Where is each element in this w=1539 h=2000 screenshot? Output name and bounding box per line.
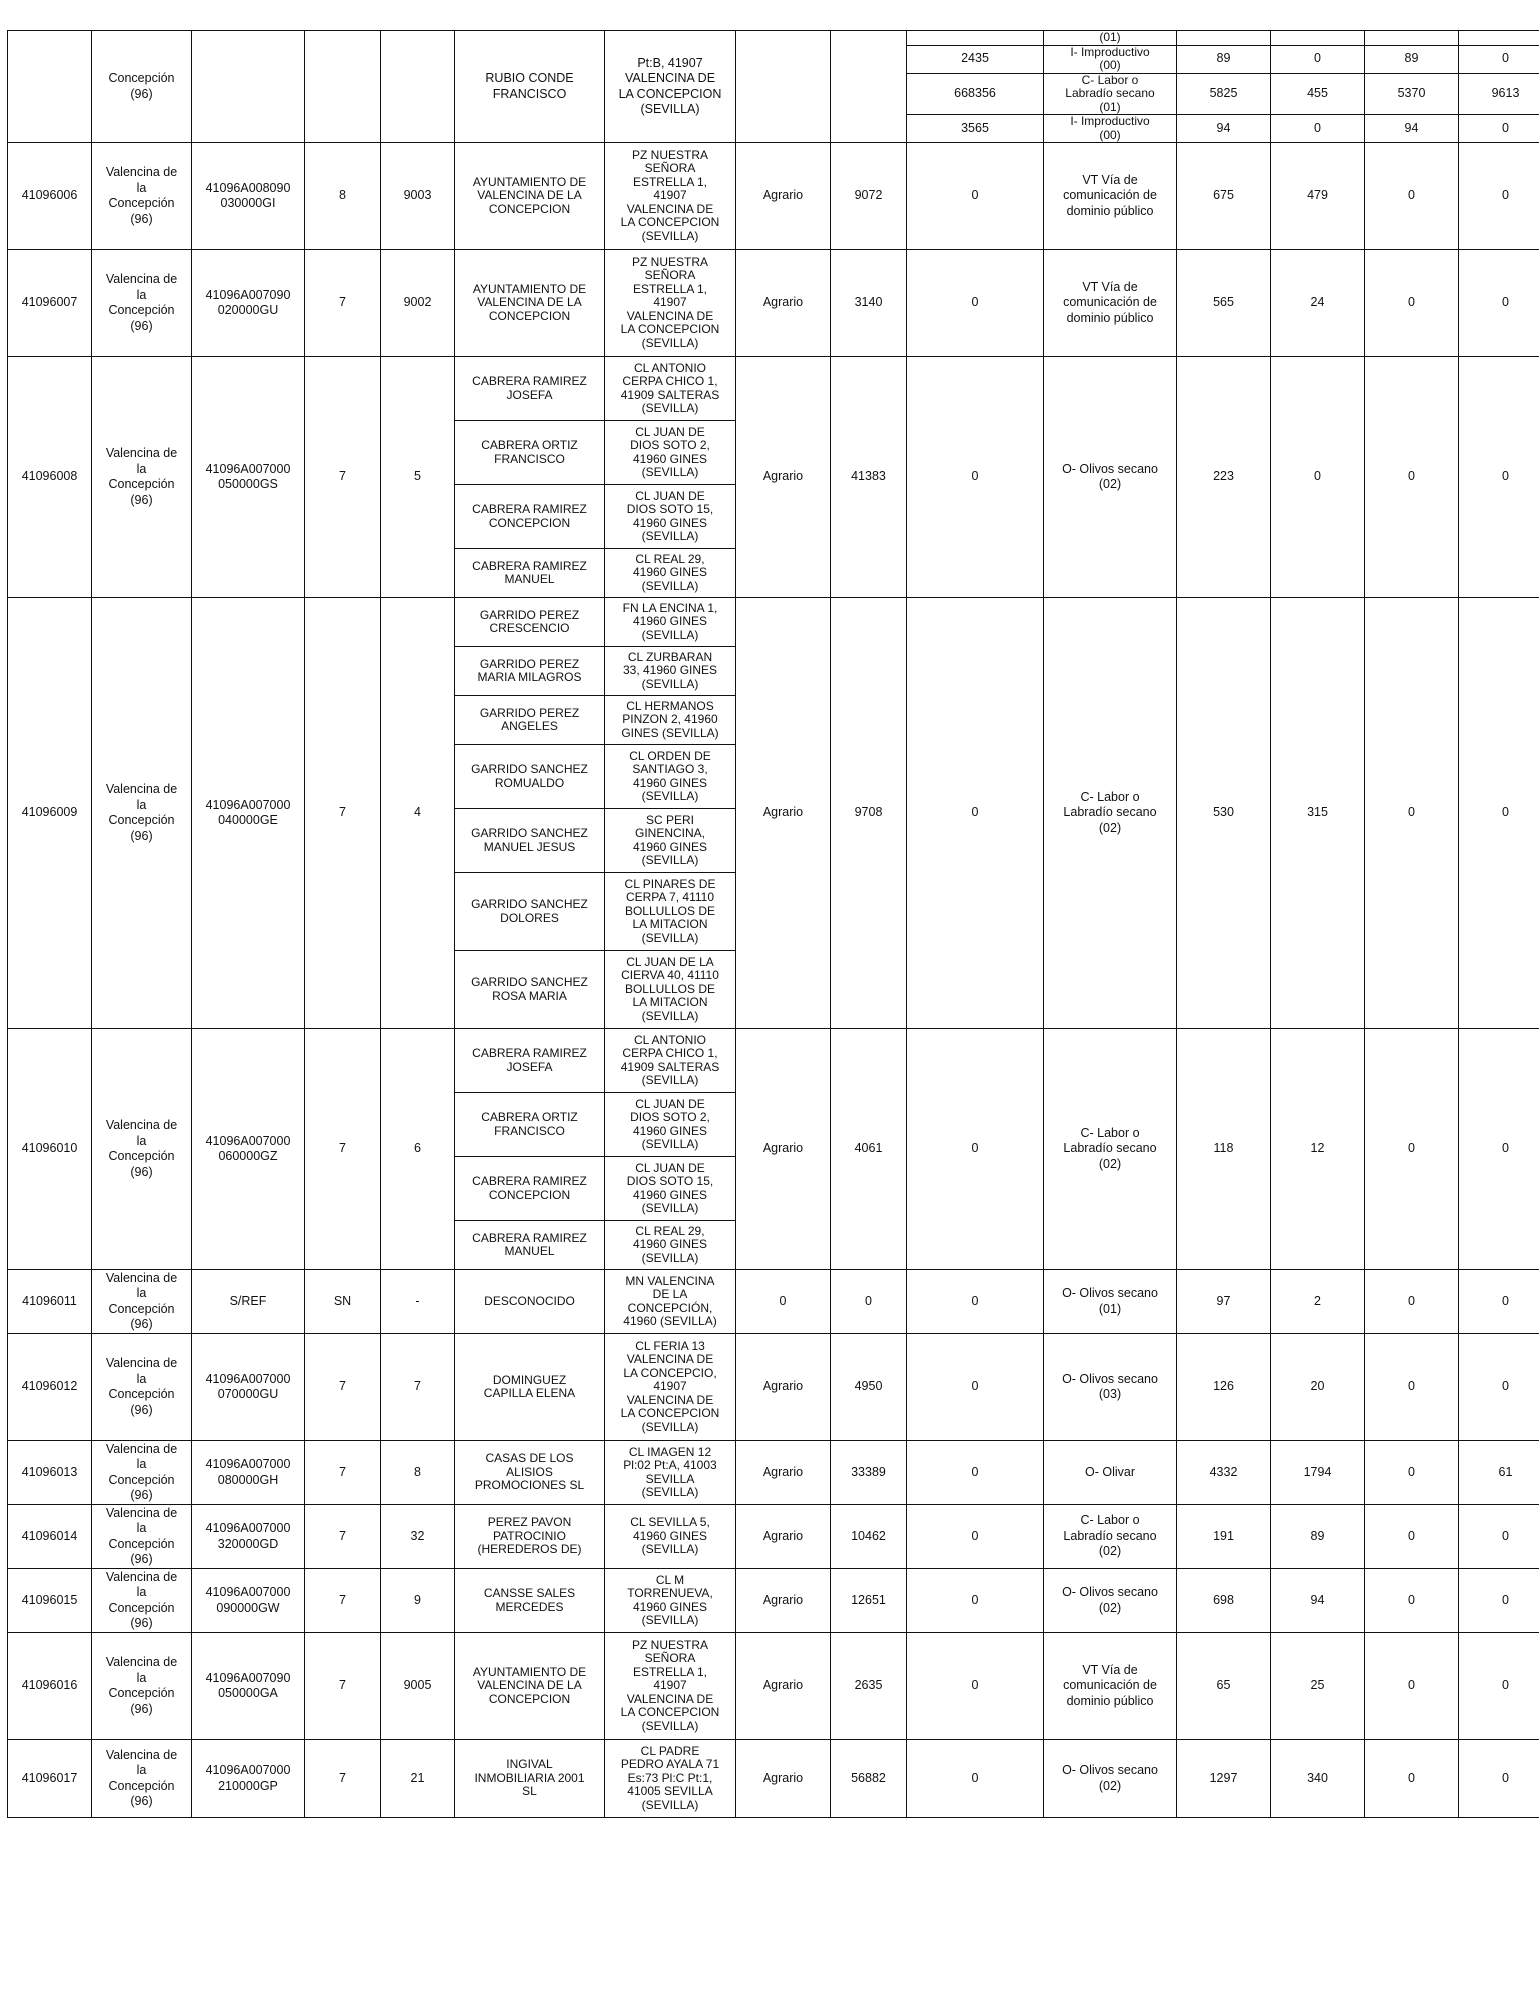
cell-id-empty xyxy=(8,31,92,143)
cell-culture: O- Olivos secano (02) xyxy=(1044,357,1177,598)
cell-surface: 4950 xyxy=(831,1334,907,1441)
cell-parcel: 7 xyxy=(381,1334,455,1441)
table-row xyxy=(8,1569,1539,1633)
cell-parcel: 4 xyxy=(381,598,455,1029)
cell-use: Agrario xyxy=(736,598,831,1029)
cell-municipality: Valencina de la Concepción (96) xyxy=(92,1505,192,1569)
cell-area: 0 xyxy=(907,1633,1044,1740)
table-row xyxy=(8,1334,1539,1441)
cell-culture: O- Olivos secano (02) xyxy=(1044,1569,1177,1633)
cell-value-2: 340 xyxy=(1271,1740,1365,1818)
cell-value-4: 0 xyxy=(1459,1740,1539,1818)
cell-value-1: 565 xyxy=(1177,250,1271,357)
cell-value-4: 0 xyxy=(1459,1505,1539,1569)
cell-id: 41096007 xyxy=(8,250,92,357)
cell-use-empty xyxy=(736,31,831,143)
cell-cadastral-ref: 41096A007090 050000GA xyxy=(192,1633,305,1740)
cell-owner-name: AYUNTAMIENTO DE VALENCINA DE LA CONCEPCION xyxy=(455,143,605,250)
cell-owner-name: INGIVAL INMOBILIARIA 2001 SL xyxy=(455,1740,605,1818)
cell-value-4: 0 xyxy=(1459,250,1539,357)
cell-owner-name: GARRIDO SANCHEZ ROSA MARIA xyxy=(455,951,605,1029)
cell-value-1: 5825 xyxy=(1177,73,1271,115)
cell-use: Agrario xyxy=(736,1569,831,1633)
cell-use: Agrario xyxy=(736,1740,831,1818)
cell-area: 0 xyxy=(907,1505,1044,1569)
cell-cadastral-ref: 41096A007000 070000GU xyxy=(192,1334,305,1441)
cell-value-3: 0 xyxy=(1365,357,1459,598)
cell-value-2: 0 xyxy=(1271,115,1365,143)
cell-value-4: 0 xyxy=(1459,1633,1539,1740)
cell-owner-address: CL REAL 29, 41960 GINES (SEVILLA) xyxy=(605,549,736,598)
cell-municipality: Valencina de la Concepción (96) xyxy=(92,1740,192,1818)
cell-municipality: Valencina de la Concepción (96) xyxy=(92,1334,192,1441)
cell-owner-name: CABRERA RAMIREZ CONCEPCION xyxy=(455,485,605,549)
cell-cadastral-ref: 41096A007000 080000GH xyxy=(192,1441,305,1505)
cell-area: 0 xyxy=(907,1740,1044,1818)
cell-owner-name: RUBIO CONDE FRANCISCO xyxy=(455,31,605,143)
table-row xyxy=(8,1740,1539,1818)
cell-c2-empty xyxy=(1271,31,1365,46)
cell-owner-address: PZ NUESTRA SEÑORA ESTRELLA 1, 41907 VALENCINA DE LA CONCEPCION (SEVILLA) xyxy=(605,1633,736,1740)
cell-polygon: 7 xyxy=(305,357,381,598)
cell-id: 41096012 xyxy=(8,1334,92,1441)
cell-id: 41096011 xyxy=(8,1270,92,1334)
cell-owner-address: CL JUAN DE DIOS SOTO 15, 41960 GINES (SEVILLA) xyxy=(605,1157,736,1221)
cell-use: 0 xyxy=(736,1270,831,1334)
cell-use: Agrario xyxy=(736,357,831,598)
cell-use: Agrario xyxy=(736,1505,831,1569)
cell-id: 41096009 xyxy=(8,598,92,1029)
cell-surface: 3140 xyxy=(831,250,907,357)
cell-culture: C- Labor o Labradío secano (02) xyxy=(1044,598,1177,1029)
cell-culture: C- Labor o Labradío secano (01) xyxy=(1044,73,1177,115)
table-row xyxy=(8,357,1539,421)
cell-use: Agrario xyxy=(736,1633,831,1740)
cell-surface-empty xyxy=(831,31,907,143)
cell-owner-name: PEREZ PAVON PATROCINIO (HEREDEROS DE) xyxy=(455,1505,605,1569)
cell-parcel: 9002 xyxy=(381,250,455,357)
cell-polygon: 7 xyxy=(305,1029,381,1270)
cell-cadastral-ref: 41096A007000 320000GD xyxy=(192,1505,305,1569)
cell-value-1: 94 xyxy=(1177,115,1271,143)
cell-value-2: 1794 xyxy=(1271,1441,1365,1505)
cell-surface: 12651 xyxy=(831,1569,907,1633)
cell-ref-empty xyxy=(192,31,305,143)
cell-value-3: 0 xyxy=(1365,1569,1459,1633)
cell-surface: 4061 xyxy=(831,1029,907,1270)
cell-value-2: 0 xyxy=(1271,45,1365,73)
cell-culture: O- Olivos secano (02) xyxy=(1044,1740,1177,1818)
cell-owner-address: CL ZURBARAN 33, 41960 GINES (SEVILLA) xyxy=(605,647,736,696)
cell-surface: 9708 xyxy=(831,598,907,1029)
cell-value-2: 89 xyxy=(1271,1505,1365,1569)
cell-culture: O- Olivos secano (01) xyxy=(1044,1270,1177,1334)
cell-municipality: Valencina de la Concepción (96) xyxy=(92,1441,192,1505)
cell-c3-empty xyxy=(1365,31,1459,46)
cell-surface: 41383 xyxy=(831,357,907,598)
cell-owner-name: GARRIDO SANCHEZ ROMUALDO xyxy=(455,745,605,809)
cell-polygon: 7 xyxy=(305,1441,381,1505)
cell-value-2: 479 xyxy=(1271,143,1365,250)
cell-cadastral-ref: 41096A007000 210000GP xyxy=(192,1740,305,1818)
cell-owner-name: GARRIDO SANCHEZ MANUEL JESUS xyxy=(455,809,605,873)
cell-owner-name: CABRERA RAMIREZ JOSEFA xyxy=(455,1029,605,1093)
cell-cadastral-ref: 41096A007090 020000GU xyxy=(192,250,305,357)
cell-value-4: 9613 xyxy=(1459,73,1539,115)
cell-value-3: 5370 xyxy=(1365,73,1459,115)
cell-value-1: 118 xyxy=(1177,1029,1271,1270)
cell-value-3: 0 xyxy=(1365,1029,1459,1270)
cell-municipality: Valencina de la Concepción (96) xyxy=(92,598,192,1029)
cell-culture: C- Labor o Labradío secano (02) xyxy=(1044,1029,1177,1270)
cell-owner-name: CABRERA RAMIREZ CONCEPCION xyxy=(455,1157,605,1221)
cell-municipality: Valencina de la Concepción (96) xyxy=(92,357,192,598)
cell-value-2: 455 xyxy=(1271,73,1365,115)
cell-value-3: 0 xyxy=(1365,598,1459,1029)
cell-value-1: 530 xyxy=(1177,598,1271,1029)
cell-c1-empty xyxy=(1177,31,1271,46)
cell-parcel: 9 xyxy=(381,1569,455,1633)
cell-value-1: 89 xyxy=(1177,45,1271,73)
cell-polygon: 7 xyxy=(305,1569,381,1633)
cell-value-4: 0 xyxy=(1459,115,1539,143)
cell-owner-address: CL PINARES DE CERPA 7, 41110 BOLLULLOS DE LA MITACION (SEVILLA) xyxy=(605,873,736,951)
cell-value-1: 698 xyxy=(1177,1569,1271,1633)
header-block-row xyxy=(8,31,1539,46)
cell-value-2: 12 xyxy=(1271,1029,1365,1270)
cell-culture: VT Vía de comunicación de dominio público xyxy=(1044,143,1177,250)
cell-area: 0 xyxy=(907,1441,1044,1505)
cell-polygon: SN xyxy=(305,1270,381,1334)
table-row xyxy=(8,1441,1539,1505)
cell-area: 0 xyxy=(907,1270,1044,1334)
cell-value-4: 0 xyxy=(1459,1270,1539,1334)
table-row xyxy=(8,1270,1539,1334)
cell-owner-address: CL JUAN DE DIOS SOTO 2, 41960 GINES (SEVILLA) xyxy=(605,1093,736,1157)
cell-owner-address: FN LA ENCINA 1, 41960 GINES (SEVILLA) xyxy=(605,598,736,647)
table-row xyxy=(8,143,1539,250)
cell-parcel: 9003 xyxy=(381,143,455,250)
cell-parcel: 21 xyxy=(381,1740,455,1818)
cell-value-3: 0 xyxy=(1365,143,1459,250)
table-row xyxy=(8,250,1539,357)
cell-cadastral-ref: 41096A007000 050000GS xyxy=(192,357,305,598)
cell-culture: O- Olivar xyxy=(1044,1441,1177,1505)
cell-area: 0 xyxy=(907,1029,1044,1270)
cell-value-2: 94 xyxy=(1271,1569,1365,1633)
cell-use: Agrario xyxy=(736,1334,831,1441)
cell-parcel: 5 xyxy=(381,357,455,598)
cell-area: 0 xyxy=(907,250,1044,357)
cell-owner-name: GARRIDO PEREZ ANGELES xyxy=(455,696,605,745)
cell-value-1: 675 xyxy=(1177,143,1271,250)
cell-surface: 2635 xyxy=(831,1633,907,1740)
cell-owner-name: CABRERA RAMIREZ JOSEFA xyxy=(455,357,605,421)
cell-surface: 10462 xyxy=(831,1505,907,1569)
cell-owner-name: GARRIDO PEREZ MARIA MILAGROS xyxy=(455,647,605,696)
cell-cadastral-ref: 41096A007000 060000GZ xyxy=(192,1029,305,1270)
cell-value-4: 61 xyxy=(1459,1441,1539,1505)
cell-owner-address: CL JUAN DE DIOS SOTO 15, 41960 GINES (SEVILLA) xyxy=(605,485,736,549)
cell-value-3: 0 xyxy=(1365,250,1459,357)
cell-c4-empty xyxy=(1459,31,1539,46)
cell-id: 41096010 xyxy=(8,1029,92,1270)
cell-surface: 9072 xyxy=(831,143,907,250)
cell-parcel: 32 xyxy=(381,1505,455,1569)
cell-owner-name: CABRERA ORTIZ FRANCISCO xyxy=(455,421,605,485)
cell-area: 3565 xyxy=(907,115,1044,143)
cell-value-2: 315 xyxy=(1271,598,1365,1029)
table-row xyxy=(8,1633,1539,1740)
cell-owner-name: DOMINGUEZ CAPILLA ELENA xyxy=(455,1334,605,1441)
cell-value-4: 0 xyxy=(1459,598,1539,1029)
cell-municipality: Valencina de la Concepción (96) xyxy=(92,1633,192,1740)
cell-area: 0 xyxy=(907,1334,1044,1441)
cell-value-3: 94 xyxy=(1365,115,1459,143)
cell-culture: VT Vía de comunicación de dominio público xyxy=(1044,1633,1177,1740)
cell-owner-address: CL REAL 29, 41960 GINES (SEVILLA) xyxy=(605,1221,736,1270)
cell-surface: 0 xyxy=(831,1270,907,1334)
cell-value-2: 25 xyxy=(1271,1633,1365,1740)
cell-value-3: 0 xyxy=(1365,1633,1459,1740)
cell-owner-address: CL IMAGEN 12 Pl:02 Pt:A, 41003 SEVILLA (SEVILLA) xyxy=(605,1441,736,1505)
cell-parcel: 6 xyxy=(381,1029,455,1270)
cell-municipality: Valencina de la Concepción (96) xyxy=(92,1029,192,1270)
cell-value-4: 0 xyxy=(1459,45,1539,73)
cell-owner-address: CL M TORRENUEVA, 41960 GINES (SEVILLA) xyxy=(605,1569,736,1633)
cell-municipality: Valencina de la Concepción (96) xyxy=(92,143,192,250)
cell-owner-address: CL PADRE PEDRO AYALA 71 Es:73 Pl:C Pt:1, 41005 SEVILLA (SEVILLA) xyxy=(605,1740,736,1818)
cell-cadastral-ref: 41096A008090 030000GI xyxy=(192,143,305,250)
cell-culture: VT Vía de comunicación de dominio público xyxy=(1044,250,1177,357)
cell-polygon: 7 xyxy=(305,250,381,357)
cell-owner-name: CABRERA RAMIREZ MANUEL xyxy=(455,1221,605,1270)
cell-owner-name: DESCONOCIDO xyxy=(455,1270,605,1334)
cell-polygon: 7 xyxy=(305,598,381,1029)
cell-owner-name: GARRIDO SANCHEZ DOLORES xyxy=(455,873,605,951)
cell-id: 41096008 xyxy=(8,357,92,598)
cell-owner-name: CABRERA RAMIREZ MANUEL xyxy=(455,549,605,598)
cell-owner-address: CL ORDEN DE SANTIAGO 3, 41960 GINES (SEVILLA) xyxy=(605,745,736,809)
cell-id: 41096006 xyxy=(8,143,92,250)
cell-municipality: Concepción (96) xyxy=(92,31,192,143)
cell-id: 41096015 xyxy=(8,1569,92,1633)
cell-value-3: 0 xyxy=(1365,1334,1459,1441)
cell-area: 0 xyxy=(907,598,1044,1029)
cell-area-empty xyxy=(907,31,1044,46)
cell-owner-address: CL FERIA 13 VALENCINA DE LA CONCEPCIO, 41907 VALENCINA DE LA CONCEPCION (SEVILLA) xyxy=(605,1334,736,1441)
cell-area: 2435 xyxy=(907,45,1044,73)
cell-culture: I- Improductivo (00) xyxy=(1044,115,1177,143)
cell-culture: O- Olivos secano (03) xyxy=(1044,1334,1177,1441)
cell-owner-address: CL JUAN DE DIOS SOTO 2, 41960 GINES (SEVILLA) xyxy=(605,421,736,485)
cell-value-3: 0 xyxy=(1365,1441,1459,1505)
cell-value-1: 223 xyxy=(1177,357,1271,598)
cell-owner-address: CL SEVILLA 5, 41960 GINES (SEVILLA) xyxy=(605,1505,736,1569)
parcel-table xyxy=(7,30,1539,1818)
cell-owner-address: CL HERMANOS PINZON 2, 41960 GINES (SEVILLA) xyxy=(605,696,736,745)
cell-value-1: 126 xyxy=(1177,1334,1271,1441)
cell-area: 0 xyxy=(907,143,1044,250)
cell-cadastral-ref: 41096A007000 040000GE xyxy=(192,598,305,1029)
cell-value-1: 1297 xyxy=(1177,1740,1271,1818)
cell-value-1: 4332 xyxy=(1177,1441,1271,1505)
cell-value-2: 2 xyxy=(1271,1270,1365,1334)
cell-municipality: Valencina de la Concepción (96) xyxy=(92,250,192,357)
cell-cadastral-ref: S/REF xyxy=(192,1270,305,1334)
cell-value-2: 20 xyxy=(1271,1334,1365,1441)
cell-id: 41096017 xyxy=(8,1740,92,1818)
cell-culture: (01) xyxy=(1044,31,1177,46)
cell-polygon: 7 xyxy=(305,1633,381,1740)
cell-owner-name: CASAS DE LOS ALISIOS PROMOCIONES SL xyxy=(455,1441,605,1505)
cell-surface: 56882 xyxy=(831,1740,907,1818)
cell-value-3: 0 xyxy=(1365,1505,1459,1569)
cell-area: 0 xyxy=(907,357,1044,598)
cell-use: Agrario xyxy=(736,1441,831,1505)
cell-value-1: 65 xyxy=(1177,1633,1271,1740)
cell-id: 41096014 xyxy=(8,1505,92,1569)
cell-value-2: 24 xyxy=(1271,250,1365,357)
cell-value-4: 0 xyxy=(1459,1569,1539,1633)
table-row xyxy=(8,1029,1539,1093)
cell-use: Agrario xyxy=(736,1029,831,1270)
cell-area: 0 xyxy=(907,1569,1044,1633)
cell-value-3: 0 xyxy=(1365,1270,1459,1334)
cell-owner-name: AYUNTAMIENTO DE VALENCINA DE LA CONCEPCION xyxy=(455,1633,605,1740)
cell-owner-address: PZ NUESTRA SEÑORA ESTRELLA 1, 41907 VALENCINA DE LA CONCEPCION (SEVILLA) xyxy=(605,143,736,250)
cell-owner-name: GARRIDO PEREZ CRESCENCIO xyxy=(455,598,605,647)
cell-use: Agrario xyxy=(736,143,831,250)
cell-municipality: Valencina de la Concepción (96) xyxy=(92,1569,192,1633)
cell-owner-name: AYUNTAMIENTO DE VALENCINA DE LA CONCEPCION xyxy=(455,250,605,357)
cell-owner-address: CL ANTONIO CERPA CHICO 1, 41909 SALTERAS (SEVILLA) xyxy=(605,357,736,421)
cell-polygon: 7 xyxy=(305,1740,381,1818)
cell-value-1: 97 xyxy=(1177,1270,1271,1334)
cell-owner-name: CANSSE SALES MERCEDES xyxy=(455,1569,605,1633)
table-row xyxy=(8,1505,1539,1569)
cell-parcel: 8 xyxy=(381,1441,455,1505)
cell-municipality: Valencina de la Concepción (96) xyxy=(92,1270,192,1334)
cell-owner-address: CL JUAN DE LA CIERVA 40, 41110 BOLLULLOS DE LA MITACION (SEVILLA) xyxy=(605,951,736,1029)
cell-surface: 33389 xyxy=(831,1441,907,1505)
cell-cadastral-ref: 41096A007000 090000GW xyxy=(192,1569,305,1633)
cell-parcel-empty xyxy=(381,31,455,143)
cell-value-2: 0 xyxy=(1271,357,1365,598)
table-row xyxy=(8,598,1539,647)
cell-polygon: 7 xyxy=(305,1505,381,1569)
cell-owner-name: CABRERA ORTIZ FRANCISCO xyxy=(455,1093,605,1157)
cell-culture: C- Labor o Labradío secano (02) xyxy=(1044,1505,1177,1569)
cell-id: 41096013 xyxy=(8,1441,92,1505)
cell-area: 668356 xyxy=(907,73,1044,115)
cell-owner-address: SC PERI GINENCINA, 41960 GINES (SEVILLA) xyxy=(605,809,736,873)
cell-value-4: 0 xyxy=(1459,1334,1539,1441)
cell-owner-address: CL ANTONIO CERPA CHICO 1, 41909 SALTERAS (SEVILLA) xyxy=(605,1029,736,1093)
cell-id: 41096016 xyxy=(8,1633,92,1740)
cell-owner-address: Pt:B, 41907 VALENCINA DE LA CONCEPCION (SEVILLA) xyxy=(605,31,736,143)
cell-parcel: 9005 xyxy=(381,1633,455,1740)
cell-parcel: - xyxy=(381,1270,455,1334)
cell-owner-address: MN VALENCINA DE LA CONCEPCIÓN, 41960 (SEVILLA) xyxy=(605,1270,736,1334)
cell-pol-empty xyxy=(305,31,381,143)
cell-culture: I- Improductivo (00) xyxy=(1044,45,1177,73)
cell-polygon: 7 xyxy=(305,1334,381,1441)
cell-value-3: 0 xyxy=(1365,1740,1459,1818)
cell-value-1: 191 xyxy=(1177,1505,1271,1569)
cell-owner-address: PZ NUESTRA SEÑORA ESTRELLA 1, 41907 VALENCINA DE LA CONCEPCION (SEVILLA) xyxy=(605,250,736,357)
cell-value-4: 0 xyxy=(1459,143,1539,250)
cell-value-3: 89 xyxy=(1365,45,1459,73)
cell-value-4: 0 xyxy=(1459,1029,1539,1270)
cell-polygon: 8 xyxy=(305,143,381,250)
cell-value-4: 0 xyxy=(1459,357,1539,598)
cell-use: Agrario xyxy=(736,250,831,357)
